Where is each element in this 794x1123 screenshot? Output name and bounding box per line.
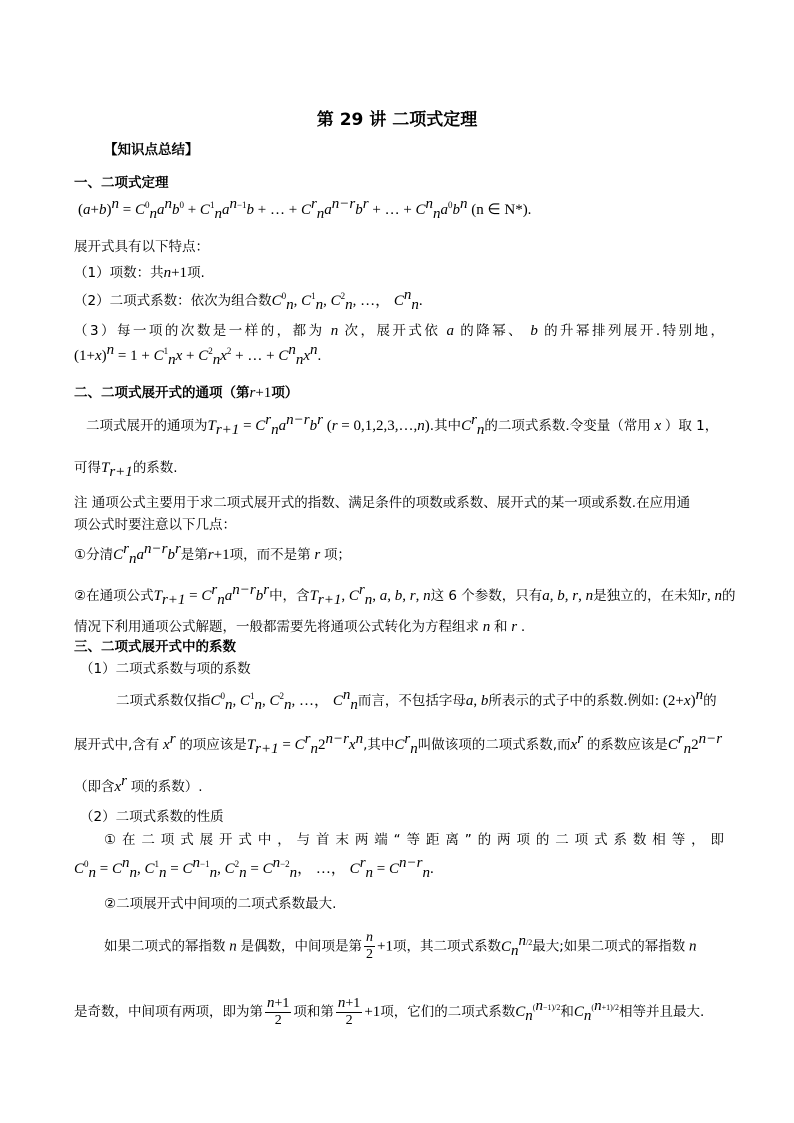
knowledge-summary-heading: 【知识点总结】 (104, 142, 199, 158)
odd-case-e: 相等并且最大. (618, 1004, 705, 1021)
feature-1-label: （1）项数：共 (74, 265, 164, 281)
coef-p2-d: 叫做该项的二项式系数,而 (417, 737, 571, 753)
caution-2-b: 中，含 (269, 588, 310, 604)
coef-p1-c: 所表示的式子中的系数.例如: (488, 693, 660, 709)
coefficient-para-3: （即含$x^r$ 项的系数）. (74, 773, 203, 795)
feature-3-d: 的升幂排列展开.特别地， (544, 323, 725, 339)
even-case-b: 是偶数，中间项是第 (240, 938, 362, 955)
feature-3-label: （3）每一项的次数是一样的，都为 (74, 323, 325, 339)
feature-3-b: 次，展开式依 (344, 323, 441, 339)
section3-heading: 三、二项式展开式中的系数 (74, 639, 236, 655)
coef-p3-b: 项的系数）. (130, 779, 203, 795)
coef-p1-a: 二项式系数仅指 (116, 693, 211, 709)
feature-1-end: 项. (187, 265, 205, 281)
general-term-f: 的系数. (132, 460, 178, 476)
feature-1: （1）项数：共n+1项. (74, 265, 205, 281)
coefficient-para-1: 二项式系数仅指$C^0_n$, $C^1_n$, $C^2_n$, …， $C^n_n$而言，不包括字母a, b所表示的式子中的系数.例如: $(2+x)^n$的 (116, 687, 717, 713)
general-term-c: 的二项式系数.令变量（常用 (484, 418, 651, 434)
general-term-para-2: 可得$T_{r+1}$的系数. (74, 460, 178, 480)
odd-case-c: 项，它们的二项式系数 (380, 1004, 516, 1021)
coef-p2-c: ,其中 (363, 737, 395, 753)
odd-case-b: 项和第 (293, 1004, 334, 1021)
feature-2-label: （2）二项式系数：依次为组合数 (74, 293, 272, 309)
coef-p1-d: 的 (703, 693, 717, 709)
even-case: 如果二项式的幂指数 n 是偶数，中间项是第 $\frac{n}{2}$ +1项，其二项式系数$C_n^{n/2}$最大;如果二项式的幂指数 n (104, 930, 697, 963)
caution-2-e: 的 (721, 588, 736, 604)
feature-3: （3）每一项的次数是一样的，都为 n 次，展开式依 a 的降幂、 b 的升幂排列展开.特别地， (74, 323, 725, 339)
caution-3-a: 情况下利用通项公式解题，一般都需要先将通项公式转化为方程组求 (74, 619, 479, 635)
coef-p3-a: （即含 (74, 779, 115, 795)
odd-case: 是奇数，中间项有两项，即为第 $\frac{n+1}{2}$ 项和第 $\frac{n+1}{2}$ +1项，它们的二项式系数$C_n^{(n-1)/2}$和$C_n^{(n+1)/2}$相等并且最大. (74, 995, 705, 1029)
binomial-theorem-formula: $(a+b)^n = C^0_na^nb^0 + C^1_na^{n-1}b$ + … + $C^r_na^{n-r}b^r$ + … + $C^n_na^0b^n$ (n ∈ N*). (78, 196, 532, 222)
caution-3-b: 和 (494, 619, 508, 635)
section1-heading: 一、二项式定理 (74, 175, 169, 191)
property-1-formula: $C^0_n = C^n_n$, $C^1_n = C^{n-1}_n$, $C^2_n = C^{n-2}_n$， …， $C^r_n = C^{n-r}_n$. (74, 855, 434, 881)
general-term-para: 二项式展开的通项为$T_{r+1} = C^r_na^{n-r}b^r$ (r = 0,1,2,3,…,n).其中$C^r_n$的二项式系数.令变量（常用 x ）取 1， (86, 412, 719, 438)
caution-1-d: 项； (323, 547, 351, 563)
caution-1-b: 是第 (180, 547, 208, 563)
even-case-a: 如果二项式的幂指数 (104, 938, 226, 955)
caution-3: 情况下利用通项公式解题，一般都需要先将通项公式转化为方程组求 n 和 r . (74, 619, 526, 635)
general-term-a: 二项式展开的通项为 (86, 418, 208, 434)
formula-condition: (n ∈ N*). (471, 202, 532, 218)
coef-p2-b: 的项应该是 (179, 737, 247, 753)
property-2: ②二项展开式中间项的二项式系数最大. (104, 896, 337, 912)
section2-heading-a: 二、二项式展开式的通项（第 (74, 385, 250, 401)
feature-3-c: 的降幂、 (460, 323, 525, 339)
caution-3-c: . (520, 619, 526, 635)
general-term-b: .其中 (429, 418, 462, 434)
caution-1: ①分清$C^r_na^{n-r}b^r$是第r+1项，而不是第 r 项； (74, 541, 351, 567)
caution-1-a: ①分清 (74, 547, 114, 563)
section2-heading: 二、二项式展开式的通项（第r+1项） (74, 385, 299, 401)
caution-2-c: 这 6 个参数，只有 (430, 588, 543, 604)
odd-case-d: 和 (560, 1004, 574, 1021)
coefficient-para-2: 展开式中,含有 $x^r$ 的项应该是$T_{r+1} = C^r_n2^{n-r}x^n$,其中$C^r_n$叫做该项的二项式系数,而$x^r$ 的系数应该是$C^r_n2^{n-r}$ (74, 731, 723, 757)
feature-2: （2）二项式系数：依次为组合数$C^0_n$, $C^1_n$, $C^2_n$, …， $C^n_n$. (74, 287, 423, 313)
caution-2: ②在通项公式$T_{r+1} = C^r_na^{n-r}b^r$中，含$T_{r+1}$, $C^r_n$, a, b, r, n这 6 个参数，只有a, b, r, n是独立的，在未知r, n的 (74, 582, 736, 608)
note-line-2: 项公式时要注意以下几点： (74, 517, 236, 533)
features-intro: 展开式具有以下特点： (74, 239, 209, 255)
coef-p1-b: 而言，不包括字母 (357, 693, 466, 709)
even-case-c: 项，其二项式系数 (392, 938, 501, 955)
odd-case-a: 是奇数，中间项有两项，即为第 (74, 1004, 263, 1021)
coef-p2-a: 展开式中,含有 (74, 737, 160, 753)
general-term-d: ）取 1， (664, 418, 719, 434)
special-case-formula: $(1+x)^n = 1 + C^1_nx + C^2_nx^2$ + … + $C^n_nx^n$. (74, 342, 322, 368)
note-line-1: 注 通项公式主要用于求二项式展开式的指数、满足条件的项数或系数、展开式的某一项或系数.在应用通 (74, 495, 691, 511)
subsection-2-heading: （2）二项式系数的性质 (80, 809, 224, 825)
page-title: 第 29 讲 二项式定理 (316, 110, 478, 130)
coef-p2-e: 的系数应该是 (586, 737, 668, 753)
subsection-1-heading: （1）二项式系数与项的系数 (80, 661, 251, 677)
caution-2-a: ②在通项公式 (74, 588, 154, 604)
caution-2-d: 是独立的，在未知 (593, 588, 702, 604)
caution-1-c: 项，而不是第 (229, 547, 311, 563)
even-case-d: 最大;如果二项式的幂指数 (532, 938, 686, 955)
section2-heading-b: 项） (271, 385, 299, 401)
general-term-e: 可得 (74, 460, 101, 476)
property-1: ①在二项式展开式中，与首末两端“等距离”的两项的二项式系数相等，即 (104, 832, 724, 848)
